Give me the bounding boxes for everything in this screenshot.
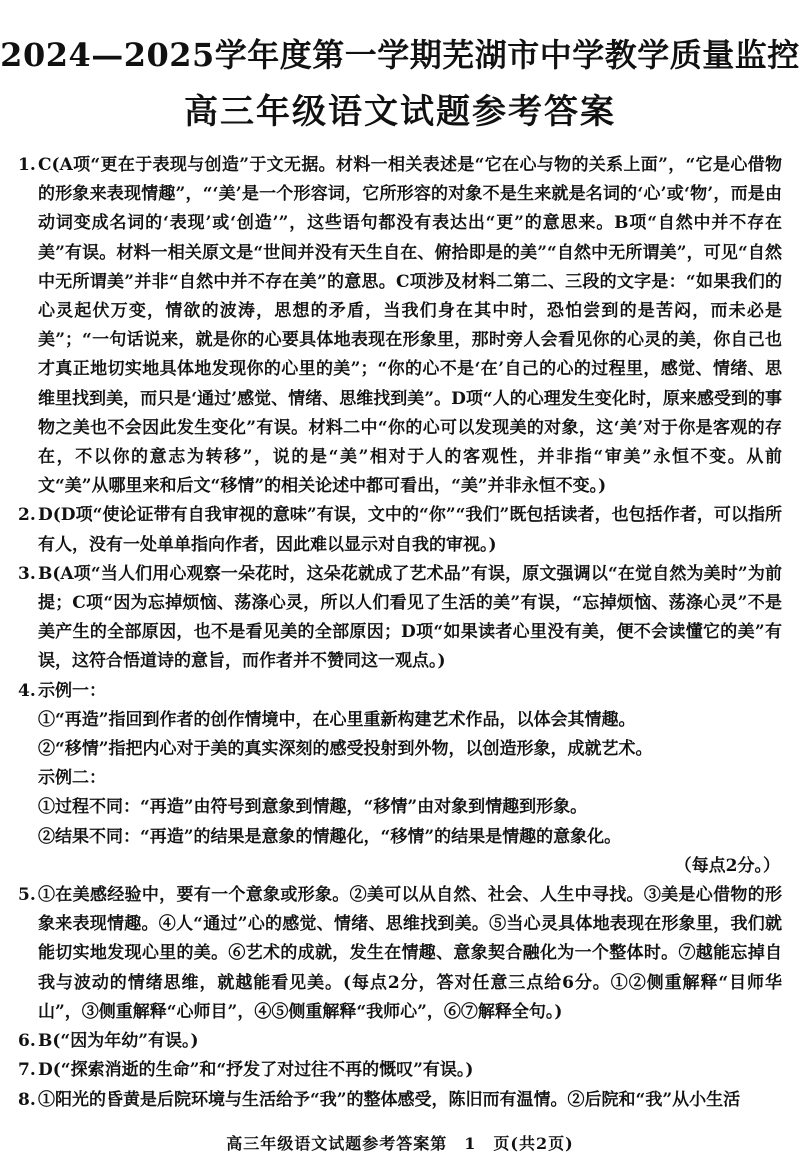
answer-text: C(A项“更在于表现与创造”于文无据。材料一相关表述是“它在心与物的关系上面”，“它是心借物的形象来表现情趣”，“‘美’是一个形容词，它所形容的对象不是生来就是名词的‘心’或‘物’，而是由动词变成名词的‘表现’或‘创造’”，这些语句都没有表达出“更”的意思来。B项“自然中并不存在美”有误。材料一相关原文是“世间并没有天生自在、俯拾即是的美”“自然中无所谓美”，可见“自然中无所谓美”并非“自然中并不存在美”的意思。C项涉及材料二第二、三段的文字是：“如果我们的心灵起伏万变，情欲的波涛，思想的矛盾，当我们身在其中时，恐怕尝到的是苦闷，而未必是美”；“一句话说来，就是你的心要具体地表现在形象里，那时旁人会看见你的心灵的美，你自己也才真正地切实地具体地发现你的心里的美”；“你的心不是‘在’自己的心的过程里，感觉、情绪、思维里找到美，而只是‘通过’感觉、情绪、思维找到美”。D项“人的心理发生变化时，原来感受到的事物之美也不会因此发生变化”有误。材料二中“你的心可以发现美的对象，这‘美’对于你是客观的存在，不以你的意志为转移”，说的是“美”相对于人的客观性，并非指“审美”永恒不变。从前文“美”从哪里来和后文“移情”的相关论述中都可看出，“美”并非永恒不变。) xyxy=(38,155,782,497)
example-point: ①过程不同：“再造”由符号到意象到情趣，“移情”由对象到情趣到形象。 xyxy=(38,797,588,818)
answer-item-3 xyxy=(18,560,782,677)
answer-item-5 xyxy=(18,881,782,1027)
answer-number: 8. xyxy=(18,1089,36,1110)
answer-text: B(A项“当人们用心观察一朵花时，这朵花就成了艺术品”有误，原文强调以“在觉自然为美时”为前提；C项“因为忘掉烦恼、荡涤心灵，所以人们看见了生活的美”有误，“忘掉烦恼、荡涤心灵”不是美产生的全部原因，也不是看见美的全部原因；D项“如果读者心里没有美，便不会读懂它的美”有误，这符合悟道诗的意旨，而作者并不赞同这一观点。) xyxy=(38,563,782,672)
answer-item-2 xyxy=(18,501,782,559)
answer-number: 4. xyxy=(18,680,36,701)
answer-text: ①在美感经验中，要有一个意象或形象。②美可以从自然、社会、人生中寻找。③美是心借物的形象来表现情趣。④人“通过”心的感觉、情绪、思维找到美。⑤当心灵具体地表现在形象里，我们就能切实地发现心里的美。⑥艺术的成就，发生在情趣、意象契合融化为一个整体时。⑦越能忘掉自我与波动的情绪思维，就越能看见美。(每点2分，答对任意三点给6分。①②侧重解释“目师华山”，③侧重解释“心师目”，④⑤侧重解释“我师心”，⑥⑦解释全句。) xyxy=(38,885,782,1022)
answer-number: 3. xyxy=(18,563,36,584)
score-note: （每点2分。） xyxy=(674,855,780,876)
answer-number: 1. xyxy=(18,155,36,175)
answer-number: 6. xyxy=(18,1031,36,1052)
example-heading: 示例一： xyxy=(38,680,106,701)
example-point: ①“再造”指回到作者的创作情境中，在心里重新构建艺术作品，以体会其情趣。 xyxy=(38,709,636,730)
answer-number: 5. xyxy=(18,885,36,906)
answer-text: D(“探索消逝的生命”和“抒发了对过往不再的慨叹”有误。) xyxy=(38,1060,474,1081)
answer-item-8 xyxy=(18,1086,782,1115)
answer-text: ①阳光的昏黄是后院环境与生活给予“我”的整体感受，陈旧而有温情。②后院和“我”从小生活 xyxy=(38,1089,741,1110)
exam-title: 2024—2025学年度第一学期芜湖市中学教学质量监控 xyxy=(0,36,800,74)
answer-item-4 xyxy=(18,677,782,881)
answer-item-6 xyxy=(18,1027,782,1056)
answer-text: D(D项“使论证带有自我审视的意味”有误，文中的“你”“我们”既包括读者，也包括作者，可以指所有人，没有一处单单指向作者，因此难以显示对自我的审视。) xyxy=(38,505,782,555)
answer-text: B(“因为年幼”有误。) xyxy=(38,1031,199,1052)
example-point: ②结果不同：“再造”的结果是意象的情趣化，“移情”的结果是情趣的意象化。 xyxy=(38,826,622,847)
answer-body xyxy=(18,151,782,1115)
page-footer: 高三年级语文试题参考答案第 1 页(共2页) xyxy=(226,1134,574,1153)
answer-item-7 xyxy=(18,1056,782,1085)
answer-text xyxy=(38,677,782,881)
answer-key-title: 高三年级语文试题参考答案 xyxy=(184,92,616,132)
example-point: ②“移情”指把内心对于美的真实深刻的感受投射到外物，以创造形象，成就艺术。 xyxy=(38,739,653,760)
answer-number: 2. xyxy=(18,505,36,526)
answer-item-1 xyxy=(18,151,782,501)
answer-number: 7. xyxy=(18,1060,36,1081)
example-heading: 示例二： xyxy=(38,768,106,789)
